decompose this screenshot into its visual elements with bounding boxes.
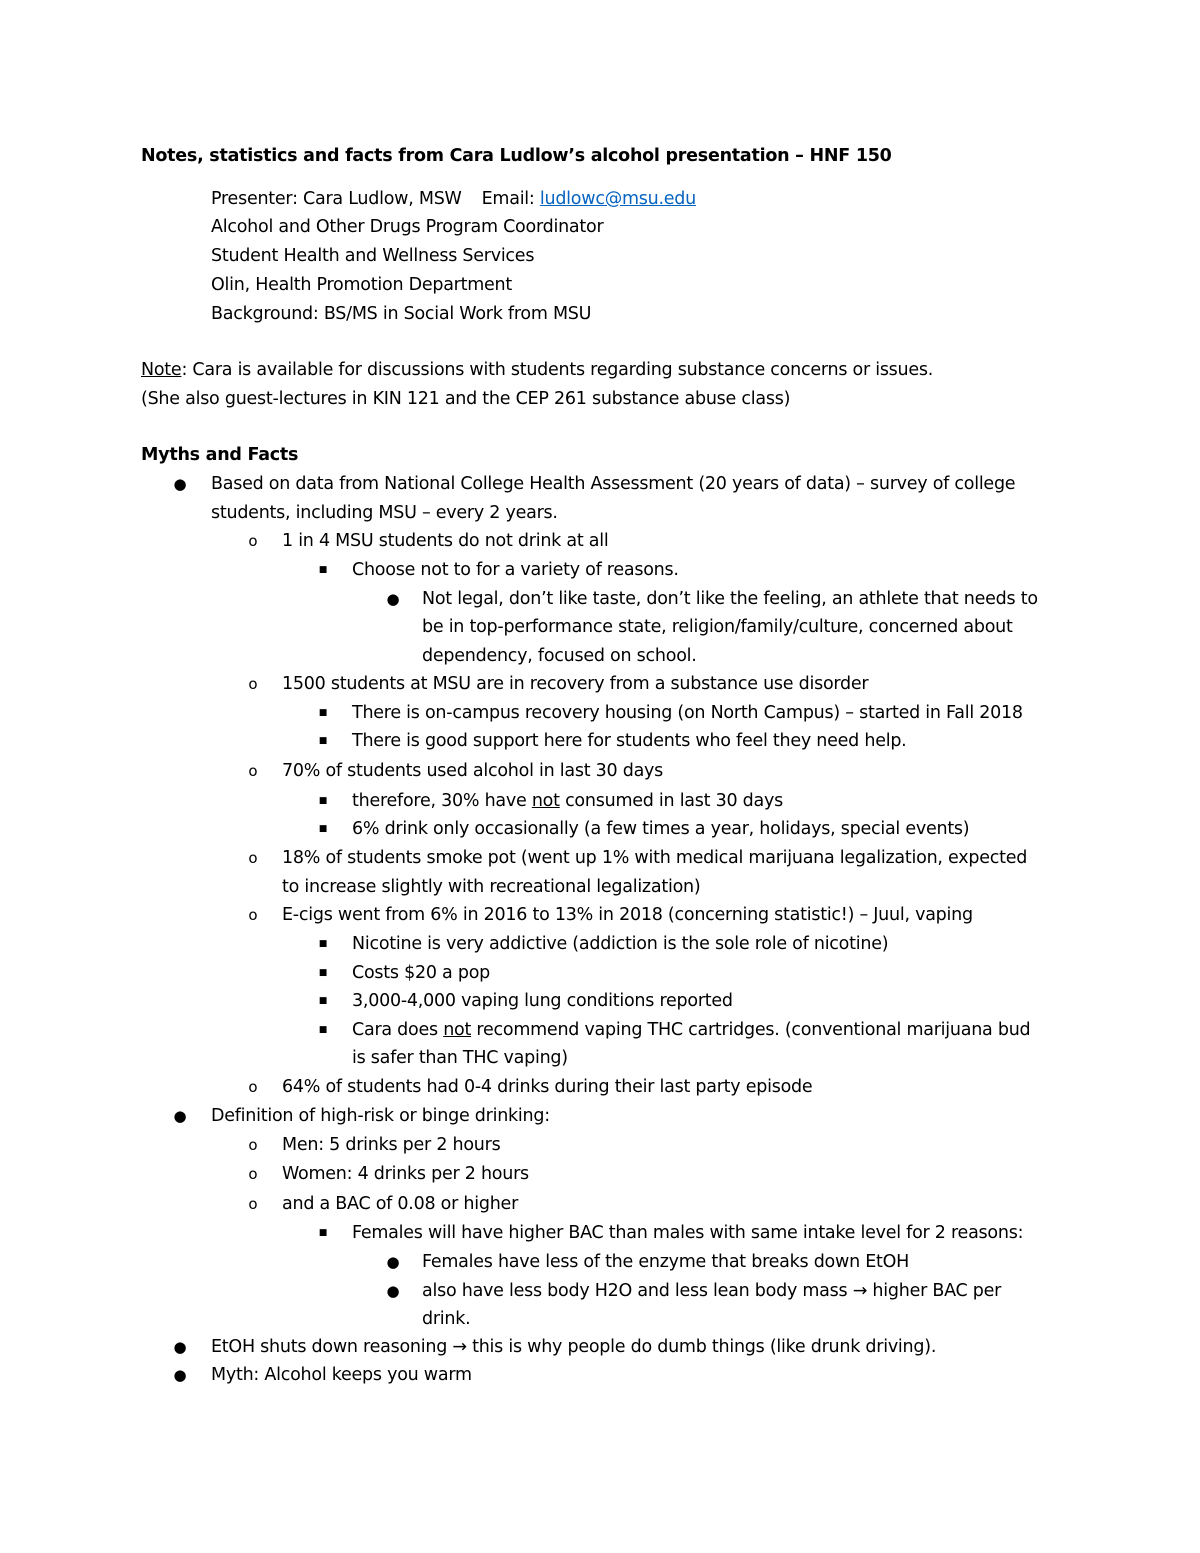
bullet-disc-marker: ● bbox=[386, 1253, 400, 1271]
list-item-continued: students, including MSU – every 2 years. bbox=[211, 503, 558, 523]
list-item: Females will have higher BAC than males with same intake level for 2 reasons: bbox=[352, 1223, 1024, 1243]
list-item: Nicotine is very addictive (addiction is the sole role of nicotine) bbox=[352, 934, 889, 954]
list-item bbox=[352, 789, 783, 813]
list-item-continued: to increase slightly with recreational legalization) bbox=[282, 877, 701, 897]
list-item: 1 in 4 MSU students do not drink at all bbox=[282, 531, 609, 551]
bullet-circle-marker: o bbox=[248, 762, 258, 780]
bullet-disc-marker: ● bbox=[386, 590, 400, 608]
presenter-org: Student Health and Wellness Services bbox=[211, 246, 535, 266]
presenter-background: Background: BS/MS in Social Work from MSU bbox=[211, 304, 592, 324]
list-item: Men: 5 drinks per 2 hours bbox=[282, 1135, 501, 1155]
list-item: There is good support here for students who feel they need help. bbox=[352, 731, 907, 751]
list-item: Based on data from National College Health Assessment (20 years of data) – survey of college bbox=[211, 474, 1016, 494]
email-link[interactable]: ludlowc@msu.edu bbox=[539, 189, 696, 209]
list-item: Women: 4 drinks per 2 hours bbox=[282, 1164, 529, 1184]
list-item: 1500 students at MSU are in recovery from a substance use disorder bbox=[282, 674, 869, 694]
list-item: There is on-campus recovery housing (on North Campus) – started in Fall 2018 bbox=[352, 703, 1023, 723]
bullet-square-marker: ■ bbox=[318, 565, 328, 575]
list-item: Myth: Alcohol keeps you warm bbox=[211, 1365, 472, 1385]
bullet-square-marker: ■ bbox=[318, 968, 328, 978]
bullet-square-marker: ■ bbox=[318, 824, 328, 834]
bullet-disc-marker: ● bbox=[386, 1282, 400, 1300]
list-item: 18% of students smoke pot (went up 1% with medical marijuana legalization, expected bbox=[282, 848, 1028, 868]
list-item-continued: dependency, focused on school. bbox=[422, 646, 697, 666]
bullet-square-marker: ■ bbox=[318, 736, 328, 746]
emphasis-not: not bbox=[531, 791, 560, 811]
bullet-circle-marker: o bbox=[248, 532, 258, 550]
list-item: 70% of students used alcohol in last 30 days bbox=[282, 761, 664, 781]
bullet-circle-marker: o bbox=[248, 906, 258, 924]
list-item: 64% of students had 0-4 drinks during their last party episode bbox=[282, 1077, 813, 1097]
list-item: also have less body H2O and less lean body mass → higher BAC per bbox=[422, 1281, 1002, 1301]
list-item-continued: is safer than THC vaping) bbox=[352, 1048, 568, 1068]
list-item: Costs $20 a pop bbox=[352, 963, 491, 983]
list-item: E-cigs went from 6% in 2016 to 13% in 2018 (concerning statistic!) – Juul, vaping bbox=[282, 905, 973, 925]
list-item: Not legal, don’t like taste, don’t like the feeling, an athlete that needs to bbox=[422, 589, 1038, 609]
bullet-square-marker: ■ bbox=[318, 939, 328, 949]
bullet-circle-marker: o bbox=[248, 1195, 258, 1213]
list-item: Choose not to for a variety of reasons. bbox=[352, 560, 679, 580]
bullet-disc-marker: ● bbox=[173, 1366, 187, 1384]
bullet-square-marker: ■ bbox=[318, 1025, 328, 1035]
list-item bbox=[352, 1018, 1030, 1042]
emphasis-not: not bbox=[443, 1020, 472, 1040]
bullet-disc-marker: ● bbox=[173, 1107, 187, 1125]
presenter-label: Presenter: Cara Ludlow, MSW bbox=[211, 189, 462, 209]
note-text: : Cara is available for discussions with students regarding substance concerns or issues. bbox=[181, 360, 934, 380]
list-item-continued: drink. bbox=[422, 1309, 471, 1329]
bullet-circle-marker: o bbox=[248, 849, 258, 867]
list-item: EtOH shuts down reasoning → this is why people do dumb things (like drunk driving). bbox=[211, 1337, 937, 1357]
note-line bbox=[141, 358, 933, 382]
bullet-circle-marker: o bbox=[248, 1136, 258, 1154]
list-item: Females have less of the enzyme that breaks down EtOH bbox=[422, 1252, 910, 1272]
bullet-circle-marker: o bbox=[248, 1078, 258, 1096]
bullet-disc-marker: ● bbox=[173, 475, 187, 493]
bullet-square-marker: ■ bbox=[318, 1228, 328, 1238]
text-segment: consumed in last 30 days bbox=[559, 791, 783, 811]
presenter-role: Alcohol and Other Drugs Program Coordinator bbox=[211, 217, 604, 237]
text-segment: recommend vaping THC cartridges. (conventional marijuana bud bbox=[471, 1020, 1031, 1040]
text-segment: Cara does bbox=[352, 1020, 444, 1040]
bullet-square-marker: ■ bbox=[318, 996, 328, 1006]
bullet-circle-marker: o bbox=[248, 675, 258, 693]
email-label: Email: bbox=[481, 189, 540, 209]
bullet-disc-marker: ● bbox=[173, 1338, 187, 1356]
bullet-circle-marker: o bbox=[248, 1165, 258, 1183]
list-item-continued: be in top-performance state, religion/family/culture, concerned about bbox=[422, 617, 1013, 637]
note-label: Note bbox=[141, 360, 182, 380]
text-segment: therefore, 30% have bbox=[352, 791, 532, 811]
list-item: 3,000-4,000 vaping lung conditions reported bbox=[352, 991, 733, 1011]
presenter-dept: Olin, Health Promotion Department bbox=[211, 275, 512, 295]
presenter-line bbox=[211, 187, 696, 211]
list-item: and a BAC of 0.08 or higher bbox=[282, 1194, 519, 1214]
list-item: 6% drink only occasionally (a few times a year, holidays, special events) bbox=[352, 819, 970, 839]
bullet-square-marker: ■ bbox=[318, 708, 328, 718]
document-title: Notes, statistics and facts from Cara Ludlow’s alcohol presentation – HNF 150 bbox=[141, 146, 892, 166]
bullet-square-marker: ■ bbox=[318, 796, 328, 806]
note-paren: (She also guest-lectures in KIN 121 and the CEP 261 substance abuse class) bbox=[141, 389, 791, 409]
section-title: Myths and Facts bbox=[141, 445, 299, 465]
list-item: Definition of high-risk or binge drinking: bbox=[211, 1106, 550, 1126]
